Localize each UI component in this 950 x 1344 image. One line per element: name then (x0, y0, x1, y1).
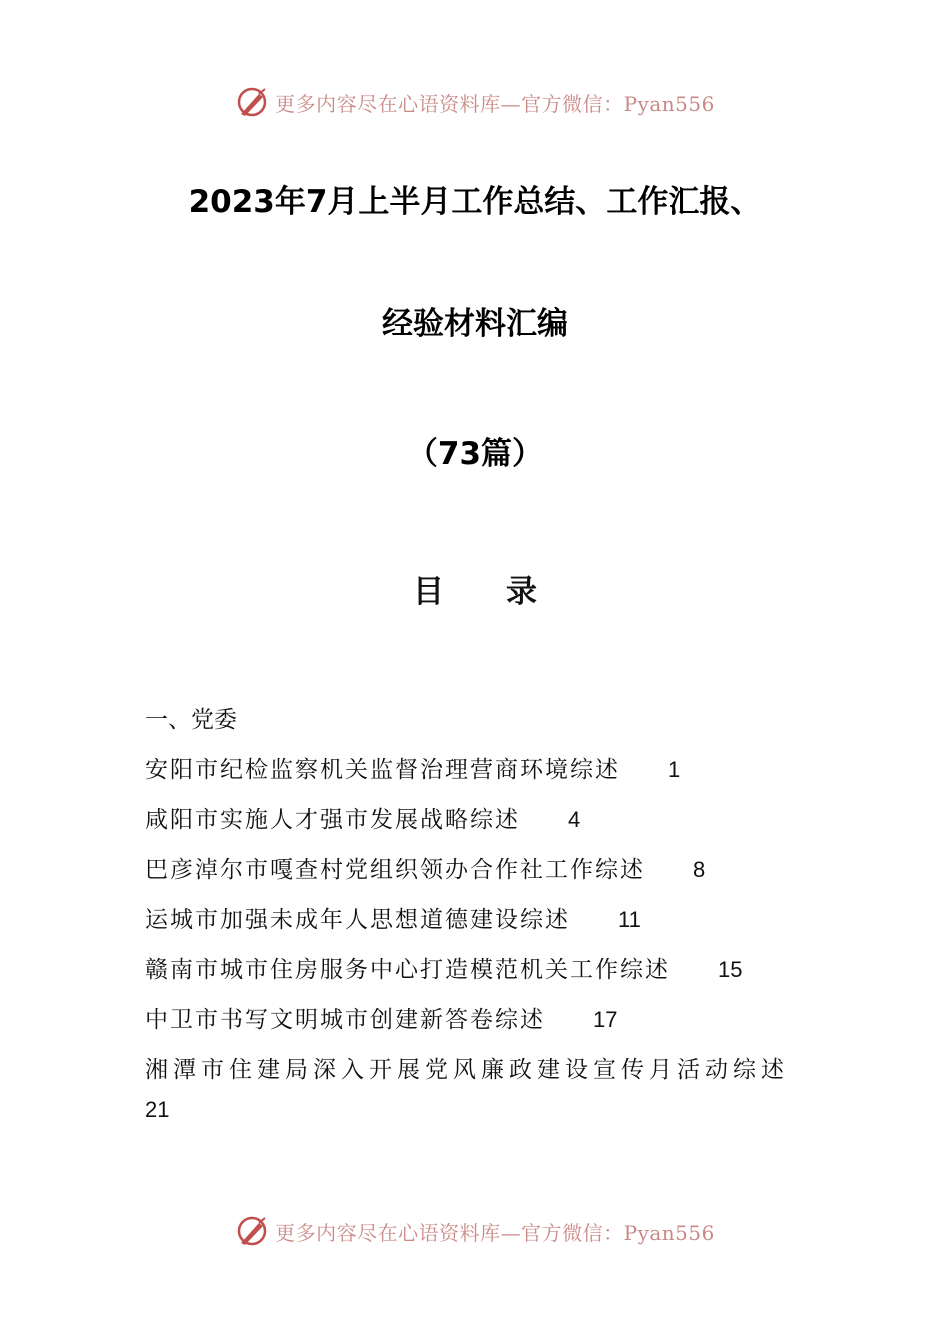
document-title-line-2: 经验材料汇编 (382, 306, 568, 342)
toc-entry-title: 运城市加强未成年人思想道德建设综述 (145, 907, 570, 933)
toc-entry-page: 15 (718, 957, 743, 982)
toc-entry[interactable] (145, 1000, 815, 1050)
banner-text: 更多内容尽在心语资料库—官方微信：Pyan556 (275, 91, 715, 116)
toc-entry[interactable] (145, 950, 815, 1000)
table-of-contents (145, 700, 815, 1130)
toc-entry[interactable] (145, 900, 815, 950)
footer-watermark-banner (0, 1211, 950, 1251)
toc-entry-page: 11 (618, 907, 641, 932)
toc-entry-page: 8 (693, 857, 706, 882)
toc-entry-title: 赣南市城市住房服务中心打造模范机关工作综述 (145, 957, 670, 983)
document-title-line-1: 2023年7月上半月工作总结、工作汇报、 (188, 184, 762, 220)
toc-entry-title: 安阳市纪检监察机关监督治理营商环境综述 (145, 757, 620, 783)
pen-logo-icon (235, 1214, 269, 1248)
header-watermark-banner (0, 82, 950, 122)
toc-entry-page: 21 (145, 1097, 170, 1122)
toc-entry[interactable] (145, 850, 815, 900)
toc-entry-title: 巴彦淖尔市嘎查村党组织领办合作社工作综述 (145, 857, 645, 883)
toc-entry-page: 4 (568, 807, 581, 832)
toc-entry-page: 17 (593, 1007, 618, 1032)
document-count: （73篇） (406, 436, 544, 472)
pen-logo-icon (235, 85, 269, 119)
toc-entry-page: 1 (668, 757, 681, 782)
banner-text: 更多内容尽在心语资料库—官方微信：Pyan556 (275, 1220, 715, 1245)
toc-entry[interactable] (145, 1050, 815, 1130)
toc-entry[interactable] (145, 750, 815, 800)
toc-section-label: 一、党委 (145, 707, 237, 733)
toc-entry-title: 中卫市书写文明城市创建新答卷综述 (145, 1007, 545, 1033)
toc-entry-title: 湘潭市住建局深入开展党风廉政建设宣传月活动综述 (145, 1057, 789, 1083)
toc-heading: 目录 (413, 574, 599, 610)
toc-entry-title: 咸阳市实施人才强市发展战略综述 (145, 807, 520, 833)
toc-entry[interactable] (145, 800, 815, 850)
